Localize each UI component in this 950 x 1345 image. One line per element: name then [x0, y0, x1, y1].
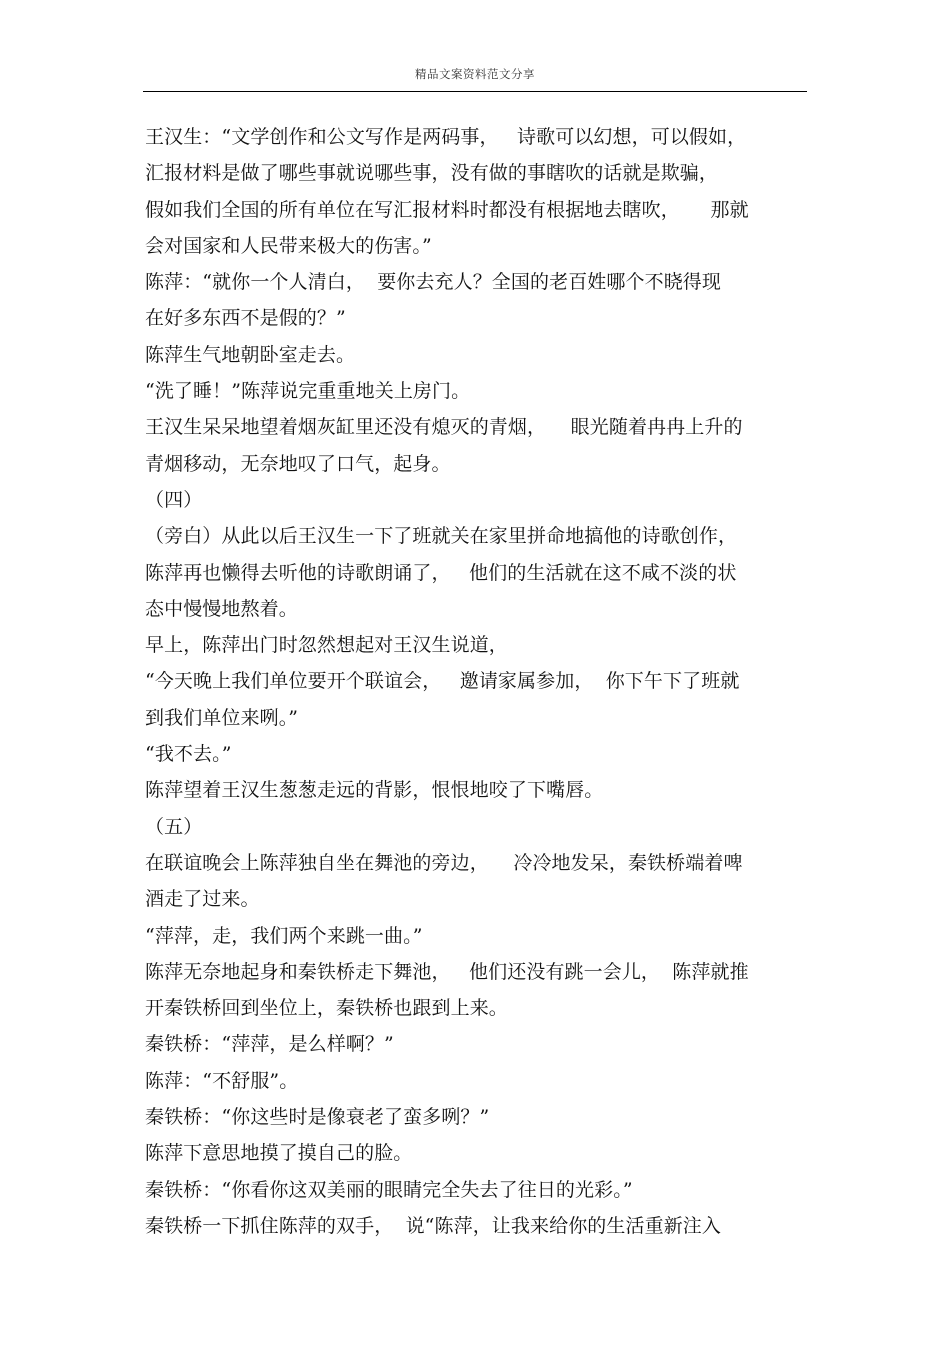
- text-line: 开秦铁桥回到坐位上，秦铁桥也跟到上来。: [145, 997, 508, 1020]
- text-line: 早上，陈萍出门时忽然想起对王汉生说道，: [145, 634, 508, 657]
- text-line: 秦铁桥：“你看你这双美丽的眼睛完全失去了往日的光彩。”: [145, 1178, 633, 1201]
- text-line: 陈萍生气地朝卧室走去。: [145, 343, 356, 366]
- text-line: “萍萍，走，我们两个来跳一曲。”: [145, 924, 423, 947]
- text-line: 秦铁桥：“萍萍，是么样啊？”: [145, 1033, 394, 1056]
- text-line: 在联谊晚会上陈萍独自坐在舞池的旁边， 冷冷地发呆，秦铁桥端着啤: [145, 851, 743, 874]
- section-heading: （五）: [145, 815, 203, 838]
- document-body: [145, 119, 820, 1244]
- text-line: “我不去。”: [145, 743, 232, 766]
- text-line: 秦铁桥一下抓住陈萍的双手， 说“陈萍，让我来给你的生活重新注入: [145, 1214, 721, 1237]
- text-line: 青烟移动，无奈地叹了口气，起身。: [145, 452, 451, 475]
- header-divider: [143, 91, 807, 92]
- text-line: 陈萍：“不舒服”。: [145, 1069, 299, 1092]
- text-line: 王汉生：“文学创作和公文写作是两码事， 诗歌可以幻想，可以假如，: [145, 126, 747, 148]
- text-line: 陈萍无奈地起身和秦铁桥走下舞池， 他们还没有跳一会儿， 陈萍就推: [145, 960, 749, 983]
- text-line: 到我们单位来咧。”: [145, 706, 299, 729]
- text-line: 秦铁桥：“你这些时是像衰老了蛮多咧？”: [145, 1106, 490, 1129]
- text-line: 在好多东西不是假的？”: [145, 307, 346, 330]
- page-header: 精品文案资料范文分享: [415, 67, 535, 81]
- text-line: 假如我们全国的所有单位在写汇报材料时都没有根据地去瞎吹， 那就: [145, 198, 749, 221]
- text-line: “洗了睡！”陈萍说完重重地关上房门。: [145, 380, 471, 403]
- text-line: 陈萍再也懒得去听他的诗歌朗诵了， 他们的生活就在这不咸不淡的状: [145, 561, 737, 584]
- text-line: 态中慢慢地熬着。: [145, 597, 298, 620]
- text-line: 汇报材料是做了哪些事就说哪些事，没有做的事瞎吹的话就是欺骗，: [145, 162, 719, 185]
- text-line: 会对国家和人民带来极大的伤害。”: [145, 234, 432, 257]
- text-line: 陈萍望着王汉生葱葱走远的背影，恨恨地咬了下嘴唇。: [145, 779, 604, 802]
- text-line: （旁白）从此以后王汉生一下了班就关在家里拼命地搞他的诗歌创作，: [145, 525, 738, 548]
- text-line: 酒走了过来。: [145, 888, 260, 911]
- text-line: 陈萍：“就你一个人清白， 要你去充人？全国的老百姓哪个不晓得现: [145, 271, 721, 294]
- text-line: 陈萍下意思地摸了摸自己的脸。: [145, 1142, 413, 1165]
- text-line: 王汉生呆呆地望着烟灰缸里还没有熄灭的青烟， 眼光随着冉冉上升的: [145, 416, 743, 439]
- text-line: “今天晚上我们单位要开个联谊会， 邀请家属参加， 你下午下了班就: [145, 670, 740, 693]
- section-heading: （四）: [145, 488, 203, 511]
